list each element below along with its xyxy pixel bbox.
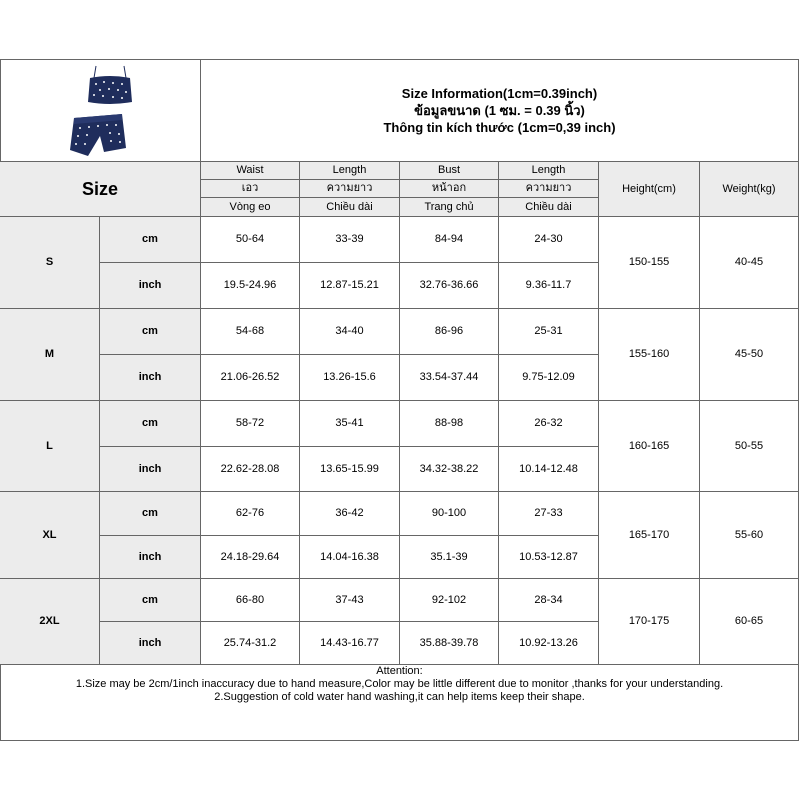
inch-value: 33.54-37.44 xyxy=(400,355,499,401)
column-header-vi: Trang chủ xyxy=(400,198,499,217)
title-cell xyxy=(201,59,798,162)
cm-value: 58-72 xyxy=(201,401,300,447)
column-header-en: Length xyxy=(300,162,400,180)
cm-value: 92-102 xyxy=(400,579,499,622)
unit-cm-label: cm xyxy=(100,217,201,263)
title-th: ข้อมูลขนาด (1 ซม. = 0.39 นิ้ว) xyxy=(414,102,585,118)
cm-value: 86-96 xyxy=(400,309,499,355)
weight-header: Weight(kg) xyxy=(700,162,798,217)
inch-value: 35.88-39.78 xyxy=(400,622,499,665)
inch-value: 12.87-15.21 xyxy=(300,263,400,309)
inch-value: 10.53-12.87 xyxy=(499,536,599,579)
height-header: Height(cm) xyxy=(599,162,700,217)
inch-value: 13.26-15.6 xyxy=(300,355,400,401)
inch-value: 19.5-24.96 xyxy=(201,263,300,309)
inch-value: 21.06-26.52 xyxy=(201,355,300,401)
column-header-th: ความยาว xyxy=(300,180,400,198)
height-value: 170-175 xyxy=(599,579,700,665)
cm-value: 33-39 xyxy=(300,217,400,263)
unit-inch-label: inch xyxy=(100,622,201,665)
attention-heading: Attention: xyxy=(376,665,423,677)
size-name: 2XL xyxy=(0,579,100,665)
column-header-th: หน้าอก xyxy=(400,180,499,198)
size-name: L xyxy=(0,401,100,492)
title-vi: Thông tin kích thước (1cm=0,39 inch) xyxy=(383,119,616,135)
cm-value: 34-40 xyxy=(300,309,400,355)
inch-value: 35.1-39 xyxy=(400,536,499,579)
attention-line-2: 2.Suggestion of cold water hand washing,it can help items keep their shape. xyxy=(214,691,585,703)
inch-value: 34.32-38.22 xyxy=(400,447,499,492)
inch-value: 22.62-28.08 xyxy=(201,447,300,492)
size-name: XL xyxy=(0,492,100,579)
cm-value: 35-41 xyxy=(300,401,400,447)
weight-value: 45-50 xyxy=(700,309,798,401)
cm-value: 62-76 xyxy=(201,492,300,536)
cm-value: 84-94 xyxy=(400,217,499,263)
inch-value: 14.43-16.77 xyxy=(300,622,400,665)
column-header-en: Waist xyxy=(201,162,300,180)
size-name: S xyxy=(0,217,100,309)
weight-value: 40-45 xyxy=(700,217,798,309)
cm-value: 28-34 xyxy=(499,579,599,622)
column-header-vi: Vòng eo xyxy=(201,198,300,217)
column-header-en: Bust xyxy=(400,162,499,180)
height-value: 150-155 xyxy=(599,217,700,309)
unit-inch-label: inch xyxy=(100,263,201,309)
weight-value: 55-60 xyxy=(700,492,798,579)
column-header-en: Length xyxy=(499,162,599,180)
height-value: 165-170 xyxy=(599,492,700,579)
weight-value: 50-55 xyxy=(700,401,798,492)
attention-note xyxy=(0,665,799,704)
column-header-vi: Chiều dài xyxy=(300,198,400,217)
attention-line-1: 1.Size may be 2cm/1inch inaccuracy due to hand measure,Color may be little different due to monitor ,thanks for your understanding. xyxy=(75,678,724,690)
unit-cm-label: cm xyxy=(100,309,201,355)
cm-value: 26-32 xyxy=(499,401,599,447)
cm-value: 24-30 xyxy=(499,217,599,263)
size-name: M xyxy=(0,309,100,401)
title-en: Size Information(1cm=0.39inch) xyxy=(401,85,598,101)
cm-value: 88-98 xyxy=(400,401,499,447)
inch-value: 25.74-31.2 xyxy=(201,622,300,665)
cm-value: 36-42 xyxy=(300,492,400,536)
unit-cm-label: cm xyxy=(100,401,201,447)
inch-value: 13.65-15.99 xyxy=(300,447,400,492)
cm-value: 37-43 xyxy=(300,579,400,622)
unit-cm-label: cm xyxy=(100,492,201,536)
height-value: 155-160 xyxy=(599,309,700,401)
inch-value: 10.14-12.48 xyxy=(499,447,599,492)
cm-value: 25-31 xyxy=(499,309,599,355)
cm-value: 54-68 xyxy=(201,309,300,355)
size-header: Size xyxy=(0,162,201,217)
inch-value: 10.92-13.26 xyxy=(499,622,599,665)
column-header-th: ความยาว xyxy=(499,180,599,198)
weight-value: 60-65 xyxy=(700,579,798,665)
unit-cm-label: cm xyxy=(100,579,201,622)
product-image xyxy=(58,62,148,160)
cm-value: 66-80 xyxy=(201,579,300,622)
cm-value: 27-33 xyxy=(499,492,599,536)
cm-value: 90-100 xyxy=(400,492,499,536)
unit-inch-label: inch xyxy=(100,447,201,492)
inch-value: 32.76-36.66 xyxy=(400,263,499,309)
height-value: 160-165 xyxy=(599,401,700,492)
inch-value: 24.18-29.64 xyxy=(201,536,300,579)
inch-value: 9.36-11.7 xyxy=(499,263,599,309)
inch-value: 9.75-12.09 xyxy=(499,355,599,401)
unit-inch-label: inch xyxy=(100,355,201,401)
cm-value: 50-64 xyxy=(201,217,300,263)
column-header-th: เอว xyxy=(201,180,300,198)
inch-value: 14.04-16.38 xyxy=(300,536,400,579)
unit-inch-label: inch xyxy=(100,536,201,579)
column-header-vi: Chiều dài xyxy=(499,198,599,217)
